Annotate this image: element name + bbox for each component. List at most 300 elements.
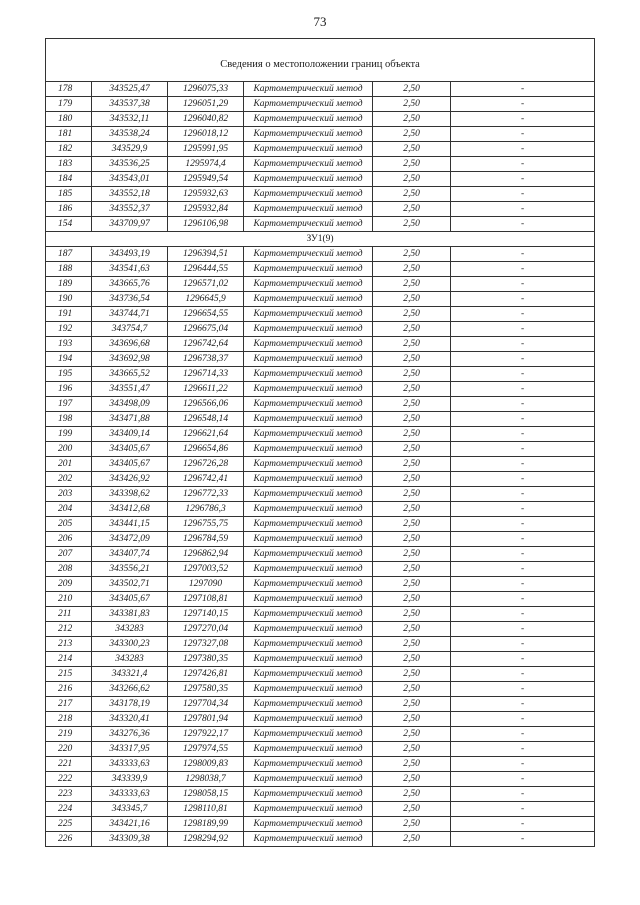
y-coordinate-cell: 1295974,4 (168, 157, 244, 172)
method-cell: Картометрический метод (244, 127, 373, 142)
description-cell: - (451, 472, 595, 487)
table-row (46, 727, 595, 742)
y-coordinate-cell: 1297108,81 (168, 592, 244, 607)
description-cell: - (451, 682, 595, 697)
point-number-cell: 225 (46, 817, 92, 832)
method-cell: Картометрический метод (244, 772, 373, 787)
accuracy-cell: 2,50 (373, 577, 451, 592)
accuracy-cell: 2,50 (373, 652, 451, 667)
table-row (46, 172, 595, 187)
description-cell: - (451, 607, 595, 622)
accuracy-cell: 2,50 (373, 442, 451, 457)
x-coordinate-cell: 343300,23 (92, 637, 168, 652)
table-row (46, 697, 595, 712)
x-coordinate-cell: 343551,47 (92, 382, 168, 397)
table-row (46, 187, 595, 202)
y-coordinate-cell: 1296654,55 (168, 307, 244, 322)
table-row (46, 247, 595, 262)
y-coordinate-cell: 1296784,59 (168, 532, 244, 547)
description-cell: - (451, 547, 595, 562)
description-cell: - (451, 697, 595, 712)
description-cell: - (451, 427, 595, 442)
description-cell: - (451, 292, 595, 307)
x-coordinate-cell: 343426,92 (92, 472, 168, 487)
accuracy-cell: 2,50 (373, 202, 451, 217)
description-cell: - (451, 172, 595, 187)
point-number-cell: 213 (46, 637, 92, 652)
y-coordinate-cell: 1297580,35 (168, 682, 244, 697)
accuracy-cell: 2,50 (373, 307, 451, 322)
point-number-cell: 226 (46, 832, 92, 847)
description-cell: - (451, 322, 595, 337)
x-coordinate-cell: 343696,68 (92, 337, 168, 352)
accuracy-cell: 2,50 (373, 592, 451, 607)
accuracy-cell: 2,50 (373, 787, 451, 802)
description-cell: - (451, 487, 595, 502)
table-row (46, 412, 595, 427)
x-coordinate-cell: 343736,54 (92, 292, 168, 307)
y-coordinate-cell: 1298009,83 (168, 757, 244, 772)
accuracy-cell: 2,50 (373, 322, 451, 337)
method-cell: Картометрический метод (244, 607, 373, 622)
x-coordinate-cell: 343178,19 (92, 697, 168, 712)
accuracy-cell: 2,50 (373, 727, 451, 742)
table-row (46, 307, 595, 322)
y-coordinate-cell: 1296675,04 (168, 322, 244, 337)
point-number-cell: 224 (46, 802, 92, 817)
method-cell: Картометрический метод (244, 187, 373, 202)
point-number-cell: 191 (46, 307, 92, 322)
x-coordinate-cell: 343541,63 (92, 262, 168, 277)
table-row (46, 337, 595, 352)
method-cell: Картометрический метод (244, 622, 373, 637)
point-number-cell: 220 (46, 742, 92, 757)
accuracy-cell: 2,50 (373, 547, 451, 562)
accuracy-cell: 2,50 (373, 622, 451, 637)
y-coordinate-cell: 1296566,06 (168, 397, 244, 412)
method-cell: Картометрический метод (244, 412, 373, 427)
x-coordinate-cell: 343525,47 (92, 82, 168, 97)
x-coordinate-cell: 343321,4 (92, 667, 168, 682)
point-number-cell: 179 (46, 97, 92, 112)
x-coordinate-cell: 343552,18 (92, 187, 168, 202)
y-coordinate-cell: 1297140,15 (168, 607, 244, 622)
x-coordinate-cell: 343537,38 (92, 97, 168, 112)
accuracy-cell: 2,50 (373, 502, 451, 517)
section-row (46, 232, 595, 247)
y-coordinate-cell: 1297327,08 (168, 637, 244, 652)
accuracy-cell: 2,50 (373, 262, 451, 277)
table-title-row (46, 39, 595, 82)
method-cell: Картометрический метод (244, 112, 373, 127)
method-cell: Картометрический метод (244, 442, 373, 457)
y-coordinate-cell: 1296571,02 (168, 277, 244, 292)
x-coordinate-cell: 343266,62 (92, 682, 168, 697)
method-cell: Картометрический метод (244, 367, 373, 382)
y-coordinate-cell: 1297003,52 (168, 562, 244, 577)
x-coordinate-cell: 343283 (92, 622, 168, 637)
method-cell: Картометрический метод (244, 817, 373, 832)
description-cell: - (451, 562, 595, 577)
point-number-cell: 189 (46, 277, 92, 292)
point-number-cell: 217 (46, 697, 92, 712)
method-cell: Картометрический метод (244, 802, 373, 817)
table-row (46, 397, 595, 412)
accuracy-cell: 2,50 (373, 697, 451, 712)
method-cell: Картометрический метод (244, 82, 373, 97)
description-cell: - (451, 187, 595, 202)
accuracy-cell: 2,50 (373, 817, 451, 832)
y-coordinate-cell: 1296742,64 (168, 337, 244, 352)
x-coordinate-cell: 343498,09 (92, 397, 168, 412)
table-row (46, 157, 595, 172)
boundary-coordinates-table (45, 38, 595, 847)
accuracy-cell: 2,50 (373, 112, 451, 127)
y-coordinate-cell: 1295932,63 (168, 187, 244, 202)
y-coordinate-cell: 1295991,95 (168, 142, 244, 157)
method-cell: Картометрический метод (244, 787, 373, 802)
table-row (46, 787, 595, 802)
x-coordinate-cell: 343754,7 (92, 322, 168, 337)
y-coordinate-cell: 1297270,04 (168, 622, 244, 637)
point-number-cell: 214 (46, 652, 92, 667)
description-cell: - (451, 262, 595, 277)
x-coordinate-cell: 343333,63 (92, 787, 168, 802)
accuracy-cell: 2,50 (373, 532, 451, 547)
description-cell: - (451, 142, 595, 157)
accuracy-cell: 2,50 (373, 517, 451, 532)
point-number-cell: 180 (46, 112, 92, 127)
description-cell: - (451, 382, 595, 397)
point-number-cell: 181 (46, 127, 92, 142)
table-row (46, 772, 595, 787)
description-cell: - (451, 727, 595, 742)
method-cell: Картометрический метод (244, 172, 373, 187)
x-coordinate-cell: 343529,9 (92, 142, 168, 157)
method-cell: Картометрический метод (244, 727, 373, 742)
accuracy-cell: 2,50 (373, 757, 451, 772)
accuracy-cell: 2,50 (373, 277, 451, 292)
y-coordinate-cell: 1298038,7 (168, 772, 244, 787)
method-cell: Картометрический метод (244, 247, 373, 262)
method-cell: Картометрический метод (244, 652, 373, 667)
method-cell: Картометрический метод (244, 742, 373, 757)
table-row (46, 742, 595, 757)
accuracy-cell: 2,50 (373, 82, 451, 97)
description-cell: - (451, 712, 595, 727)
description-cell: - (451, 157, 595, 172)
table-row (46, 517, 595, 532)
description-cell: - (451, 127, 595, 142)
method-cell: Картометрический метод (244, 682, 373, 697)
x-coordinate-cell: 343317,95 (92, 742, 168, 757)
point-number-cell: 222 (46, 772, 92, 787)
description-cell: - (451, 202, 595, 217)
accuracy-cell: 2,50 (373, 397, 451, 412)
x-coordinate-cell: 343543,01 (92, 172, 168, 187)
description-cell: - (451, 577, 595, 592)
description-cell: - (451, 337, 595, 352)
point-number-cell: 211 (46, 607, 92, 622)
method-cell: Картометрический метод (244, 517, 373, 532)
x-coordinate-cell: 343409,14 (92, 427, 168, 442)
x-coordinate-cell: 343552,37 (92, 202, 168, 217)
x-coordinate-cell: 343692,98 (92, 352, 168, 367)
x-coordinate-cell: 343421,16 (92, 817, 168, 832)
point-number-cell: 202 (46, 472, 92, 487)
y-coordinate-cell: 1296654,86 (168, 442, 244, 457)
description-cell: - (451, 517, 595, 532)
method-cell: Картометрический метод (244, 382, 373, 397)
description-cell: - (451, 832, 595, 847)
y-coordinate-cell: 1296548,14 (168, 412, 244, 427)
method-cell: Картометрический метод (244, 142, 373, 157)
y-coordinate-cell: 1296772,33 (168, 487, 244, 502)
point-number-cell: 210 (46, 592, 92, 607)
y-coordinate-cell: 1296106,98 (168, 217, 244, 232)
y-coordinate-cell: 1297090 (168, 577, 244, 592)
method-cell: Картометрический метод (244, 217, 373, 232)
accuracy-cell: 2,50 (373, 382, 451, 397)
accuracy-cell: 2,50 (373, 562, 451, 577)
y-coordinate-cell: 1297922,17 (168, 727, 244, 742)
method-cell: Картометрический метод (244, 337, 373, 352)
y-coordinate-cell: 1296786,3 (168, 502, 244, 517)
point-number-cell: 196 (46, 382, 92, 397)
table-row (46, 322, 595, 337)
x-coordinate-cell: 343502,71 (92, 577, 168, 592)
table-row (46, 352, 595, 367)
y-coordinate-cell: 1296738,37 (168, 352, 244, 367)
accuracy-cell: 2,50 (373, 157, 451, 172)
description-cell: - (451, 367, 595, 382)
point-number-cell: 194 (46, 352, 92, 367)
table-row (46, 547, 595, 562)
table-row (46, 712, 595, 727)
x-coordinate-cell: 343536,25 (92, 157, 168, 172)
table-row (46, 802, 595, 817)
table-row (46, 457, 595, 472)
method-cell: Картометрический метод (244, 562, 373, 577)
point-number-cell: 193 (46, 337, 92, 352)
y-coordinate-cell: 1296040,82 (168, 112, 244, 127)
x-coordinate-cell: 343345,7 (92, 802, 168, 817)
point-number-cell: 204 (46, 502, 92, 517)
x-coordinate-cell: 343665,52 (92, 367, 168, 382)
method-cell: Картометрический метод (244, 352, 373, 367)
point-number-cell: 192 (46, 322, 92, 337)
method-cell: Картометрический метод (244, 592, 373, 607)
accuracy-cell: 2,50 (373, 607, 451, 622)
y-coordinate-cell: 1296726,28 (168, 457, 244, 472)
method-cell: Картометрический метод (244, 307, 373, 322)
x-coordinate-cell: 343532,11 (92, 112, 168, 127)
description-cell: - (451, 802, 595, 817)
section-label: ЗУ1(9) (46, 232, 595, 247)
accuracy-cell: 2,50 (373, 187, 451, 202)
accuracy-cell: 2,50 (373, 412, 451, 427)
point-number-cell: 218 (46, 712, 92, 727)
y-coordinate-cell: 1296394,51 (168, 247, 244, 262)
description-cell: - (451, 742, 595, 757)
point-number-cell: 178 (46, 82, 92, 97)
method-cell: Картометрический метод (244, 292, 373, 307)
description-cell: - (451, 307, 595, 322)
table-row (46, 577, 595, 592)
y-coordinate-cell: 1295949,54 (168, 172, 244, 187)
y-coordinate-cell: 1296611,22 (168, 382, 244, 397)
accuracy-cell: 2,50 (373, 637, 451, 652)
y-coordinate-cell: 1298058,15 (168, 787, 244, 802)
page-number: 73 (313, 14, 327, 29)
method-cell: Картометрический метод (244, 202, 373, 217)
accuracy-cell: 2,50 (373, 742, 451, 757)
accuracy-cell: 2,50 (373, 97, 451, 112)
y-coordinate-cell: 1296714,33 (168, 367, 244, 382)
point-number-cell: 215 (46, 667, 92, 682)
y-coordinate-cell: 1296051,29 (168, 97, 244, 112)
y-coordinate-cell: 1296755,75 (168, 517, 244, 532)
accuracy-cell: 2,50 (373, 217, 451, 232)
table-row (46, 757, 595, 772)
table-row (46, 637, 595, 652)
table-row (46, 607, 595, 622)
x-coordinate-cell: 343556,21 (92, 562, 168, 577)
table-row (46, 292, 595, 307)
y-coordinate-cell: 1296645,9 (168, 292, 244, 307)
point-number-cell: 197 (46, 397, 92, 412)
y-coordinate-cell: 1296621,64 (168, 427, 244, 442)
y-coordinate-cell: 1298189,99 (168, 817, 244, 832)
description-cell: - (451, 667, 595, 682)
description-cell: - (451, 442, 595, 457)
y-coordinate-cell: 1297974,55 (168, 742, 244, 757)
table-row (46, 97, 595, 112)
table-row (46, 622, 595, 637)
method-cell: Картометрический метод (244, 472, 373, 487)
description-cell: - (451, 787, 595, 802)
description-cell: - (451, 397, 595, 412)
point-number-cell: 182 (46, 142, 92, 157)
y-coordinate-cell: 1297426,81 (168, 667, 244, 682)
accuracy-cell: 2,50 (373, 337, 451, 352)
accuracy-cell: 2,50 (373, 712, 451, 727)
table-row (46, 817, 595, 832)
y-coordinate-cell: 1296444,55 (168, 262, 244, 277)
table-row (46, 202, 595, 217)
x-coordinate-cell: 343339,9 (92, 772, 168, 787)
description-cell: - (451, 112, 595, 127)
table-row (46, 427, 595, 442)
y-coordinate-cell: 1297801,94 (168, 712, 244, 727)
x-coordinate-cell: 343665,76 (92, 277, 168, 292)
x-coordinate-cell: 343493,19 (92, 247, 168, 262)
accuracy-cell: 2,50 (373, 667, 451, 682)
accuracy-cell: 2,50 (373, 472, 451, 487)
method-cell: Картометрический метод (244, 532, 373, 547)
point-number-cell: 206 (46, 532, 92, 547)
method-cell: Картометрический метод (244, 502, 373, 517)
y-coordinate-cell: 1296742,41 (168, 472, 244, 487)
method-cell: Картометрический метод (244, 97, 373, 112)
description-cell: - (451, 457, 595, 472)
x-coordinate-cell: 343405,67 (92, 457, 168, 472)
y-coordinate-cell: 1298110,81 (168, 802, 244, 817)
accuracy-cell: 2,50 (373, 172, 451, 187)
method-cell: Картометрический метод (244, 757, 373, 772)
table-row (46, 682, 595, 697)
x-coordinate-cell: 343472,09 (92, 532, 168, 547)
table-row (46, 367, 595, 382)
table-row (46, 217, 595, 232)
x-coordinate-cell: 343405,67 (92, 592, 168, 607)
accuracy-cell: 2,50 (373, 352, 451, 367)
x-coordinate-cell: 343333,63 (92, 757, 168, 772)
y-coordinate-cell: 1296862,94 (168, 547, 244, 562)
description-cell: - (451, 592, 595, 607)
method-cell: Картометрический метод (244, 667, 373, 682)
accuracy-cell: 2,50 (373, 487, 451, 502)
table-row (46, 262, 595, 277)
point-number-cell: 190 (46, 292, 92, 307)
x-coordinate-cell: 343407,74 (92, 547, 168, 562)
description-cell: - (451, 637, 595, 652)
table-row (46, 82, 595, 97)
table-title: Сведения о местоположении границ объекта (46, 39, 595, 82)
method-cell: Картометрический метод (244, 457, 373, 472)
accuracy-cell: 2,50 (373, 127, 451, 142)
x-coordinate-cell: 343471,88 (92, 412, 168, 427)
table-row (46, 382, 595, 397)
point-number-cell: 195 (46, 367, 92, 382)
table-row (46, 442, 595, 457)
y-coordinate-cell: 1296075,33 (168, 82, 244, 97)
table-row (46, 127, 595, 142)
description-cell: - (451, 502, 595, 517)
method-cell: Картометрический метод (244, 157, 373, 172)
accuracy-cell: 2,50 (373, 832, 451, 847)
x-coordinate-cell: 343709,97 (92, 217, 168, 232)
point-number-cell: 183 (46, 157, 92, 172)
accuracy-cell: 2,50 (373, 142, 451, 157)
method-cell: Картометрический метод (244, 427, 373, 442)
accuracy-cell: 2,50 (373, 457, 451, 472)
table-row (46, 562, 595, 577)
x-coordinate-cell: 343309,38 (92, 832, 168, 847)
point-number-cell: 186 (46, 202, 92, 217)
description-cell: - (451, 412, 595, 427)
method-cell: Картометрический метод (244, 697, 373, 712)
point-number-cell: 208 (46, 562, 92, 577)
x-coordinate-cell: 343381,83 (92, 607, 168, 622)
method-cell: Картометрический метод (244, 637, 373, 652)
y-coordinate-cell: 1296018,12 (168, 127, 244, 142)
table-row (46, 652, 595, 667)
description-cell: - (451, 652, 595, 667)
description-cell: - (451, 277, 595, 292)
accuracy-cell: 2,50 (373, 292, 451, 307)
x-coordinate-cell: 343398,62 (92, 487, 168, 502)
point-number-cell: 199 (46, 427, 92, 442)
x-coordinate-cell: 343320,41 (92, 712, 168, 727)
point-number-cell: 184 (46, 172, 92, 187)
y-coordinate-cell: 1297704,34 (168, 697, 244, 712)
x-coordinate-cell: 343744,71 (92, 307, 168, 322)
accuracy-cell: 2,50 (373, 682, 451, 697)
method-cell: Картометрический метод (244, 712, 373, 727)
method-cell: Картометрический метод (244, 832, 373, 847)
method-cell: Картометрический метод (244, 487, 373, 502)
